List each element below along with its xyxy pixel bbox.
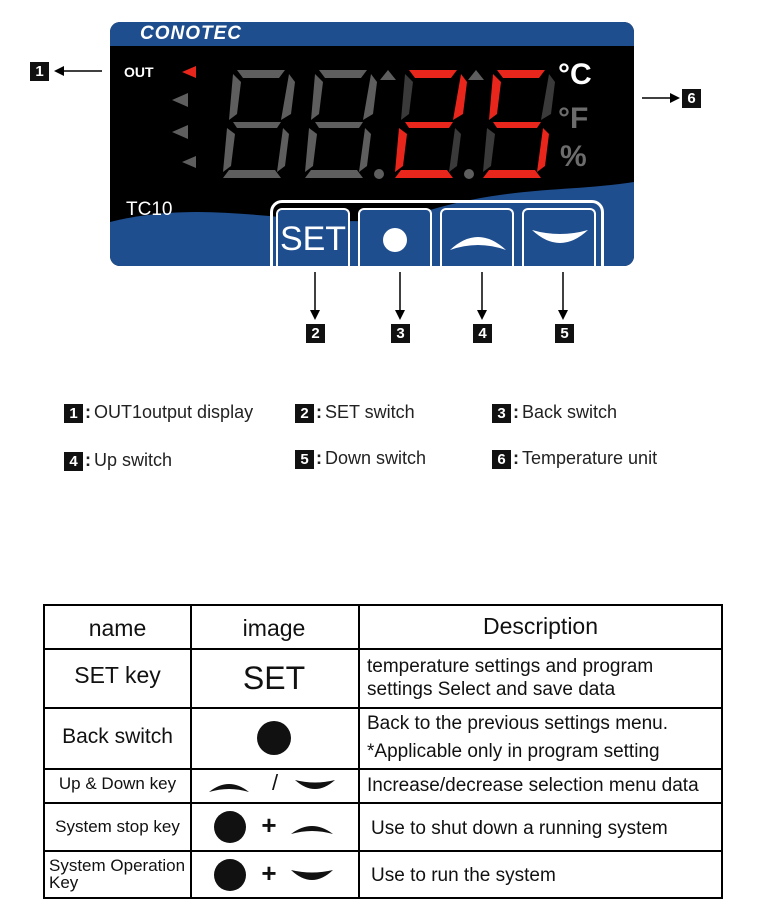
callout-arrows	[0, 0, 765, 350]
unit-celsius: °C	[558, 58, 592, 91]
table-divider	[45, 802, 721, 804]
callout-5: 5	[555, 324, 574, 343]
legend-badge: 6	[492, 450, 511, 469]
legend-item-3	[492, 402, 617, 423]
legend-badge: 4	[64, 452, 83, 471]
separator: /	[271, 770, 279, 795]
table-divider	[45, 648, 721, 650]
legend-item-4	[64, 450, 172, 471]
legend-text: OUT1output display	[94, 402, 254, 422]
legend-text: Back switch	[522, 402, 618, 422]
callout-4: 4	[473, 324, 492, 343]
legend-badge: 1	[64, 404, 83, 423]
legend-item-6	[492, 448, 657, 469]
circle-icon	[210, 856, 250, 894]
legend-colon: :	[85, 402, 91, 422]
set-key-image: SET	[242, 660, 306, 696]
row-description: Use to shut down a running system	[371, 818, 668, 839]
legend-text: Temperature unit	[522, 448, 658, 468]
down-arrow-icon	[287, 862, 337, 890]
key-function-table	[43, 604, 723, 899]
legend-colon: :	[513, 402, 519, 422]
legend-item-2	[295, 402, 415, 423]
up-arrow-icon	[287, 814, 337, 842]
legend-colon: :	[316, 448, 322, 468]
model-label: TC10	[126, 199, 173, 220]
row-description	[367, 710, 717, 765]
table-divider	[45, 707, 721, 709]
row-name: System Operation Key	[49, 856, 186, 892]
legend-text: Up switch	[94, 450, 173, 470]
circle-icon	[210, 808, 250, 846]
plus-sign: +	[261, 858, 277, 888]
legend-text: SET switch	[325, 402, 415, 422]
desc-line: *Applicable only in program setting	[367, 740, 660, 762]
unit-fahrenheit: °F	[558, 102, 589, 135]
legend-colon: :	[85, 450, 91, 470]
plus-sign: +	[261, 810, 277, 840]
circle-icon	[190, 716, 358, 766]
legend-colon: :	[316, 402, 322, 422]
row-name: Back switch	[62, 725, 173, 748]
table-divider	[45, 768, 721, 770]
out-label: OUT	[124, 64, 154, 80]
legend-badge: 2	[295, 404, 314, 423]
row-description: Increase/decrease selection menu data	[367, 775, 699, 796]
desc-line: temperature settings and program	[367, 656, 654, 677]
desc-line: settings Select and save data	[367, 678, 616, 700]
header-image: image	[242, 615, 306, 641]
callout-1: 1	[30, 62, 49, 81]
set-key-label: SET	[279, 220, 347, 258]
legend-item-5	[295, 448, 426, 469]
row-description: Use to run the system	[371, 865, 556, 886]
row-name: SET key	[74, 662, 161, 688]
legend-text: Down switch	[325, 448, 427, 468]
callout-3: 3	[391, 324, 410, 343]
header-name: name	[88, 615, 147, 641]
legend-badge: 3	[492, 404, 511, 423]
unit-percent: %	[560, 140, 587, 173]
desc-line: Back to the previous settings menu.	[367, 713, 668, 734]
callout-2: 2	[306, 324, 325, 343]
down-arrow-icon	[291, 772, 339, 798]
row-description	[367, 656, 717, 702]
row-name: Up & Down key	[58, 774, 177, 793]
legend-badge: 5	[295, 450, 314, 469]
table-divider	[45, 850, 721, 852]
callout-6: 6	[682, 89, 701, 108]
header-description: Description	[482, 613, 599, 639]
brand-logo: CONOTEC	[140, 23, 242, 44]
legend-colon: :	[513, 448, 519, 468]
row-name: System stop key	[55, 817, 180, 836]
legend-item-1	[64, 402, 253, 423]
up-arrow-icon	[205, 772, 253, 798]
